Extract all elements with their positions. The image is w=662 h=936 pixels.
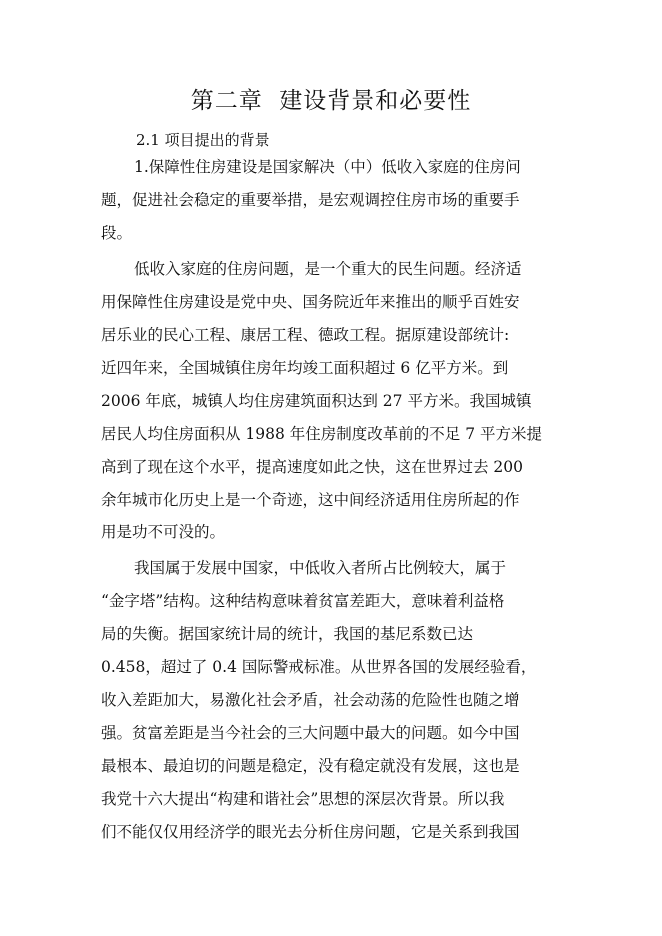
text-line: 近四年来，全国城镇住房年均竣工面积超过 6 亿平方米。到 — [101, 359, 509, 377]
text-line: 1.保障性住房建设是国家解决（中）低收入家庭的住房问 — [134, 158, 521, 176]
text-line: 用保障性住房建设是党中央、国务院近年来推出的顺乎百姓安 — [101, 293, 520, 311]
text-line: 我国属于发展中国家，中低收入者所占比例较大，属于 — [134, 559, 507, 577]
section-heading: 2.1 项目提出的背景 — [136, 131, 270, 149]
text-line: 余年城市化历史上是一个奇迹，这中间经济适用住房所起的作 — [101, 491, 520, 509]
text-line: 居乐业的民心工程、康居工程、德政工程。据原建设部统计: — [101, 326, 510, 344]
text-line: 最根本、最迫切的问题是稳定，没有稳定就没有发展，这也是 — [101, 757, 520, 775]
text-line: 强。贫富差距是当今社会的三大问题中最大的问题。如今中国 — [101, 724, 520, 742]
text-line: 低收入家庭的住房问题，是一个重大的民生问题。经济适 — [134, 260, 522, 278]
text-line: 收入差距加大，易激化社会矛盾，社会动荡的危险性也随之增 — [101, 691, 520, 709]
text-line: 居民人均住房面积从 1988 年住房制度改革前的不足 7 平方米提 — [101, 425, 543, 443]
text-line: 段。 — [101, 224, 133, 242]
text-line: 我党十六大提出“构建和谐社会”思想的深层次背景。所以我 — [101, 790, 505, 808]
chapter-title: 第二章 建设背景和必要性 — [190, 88, 472, 114]
text-line: 局的失衡。据国家统计局的统计，我国的基尼系数已达 — [101, 625, 474, 643]
text-line: 用是功不可没的。 — [101, 523, 226, 541]
text-line: “金字塔”结构。这种结构意味着贫富差距大，意味着利益格 — [101, 592, 505, 610]
text-line: 题，促进社会稳定的重要举措，是宏观调控住房市场的重要手 — [101, 191, 520, 209]
text-line: 2006 年底，城镇人均住房建筑面积达到 27 平方米。我国城镇 — [101, 392, 532, 410]
text-line: 们不能仅仅用经济学的眼光去分析住房问题，它是关系到我国 — [101, 823, 520, 841]
text-line: 0.458，超过了 0.4 国际警戒标准。从世界各国的发展经验看， — [101, 658, 537, 676]
text-line: 高到了现在这个水平，提高速度如此之快，这在世界过去 200 — [101, 458, 524, 476]
